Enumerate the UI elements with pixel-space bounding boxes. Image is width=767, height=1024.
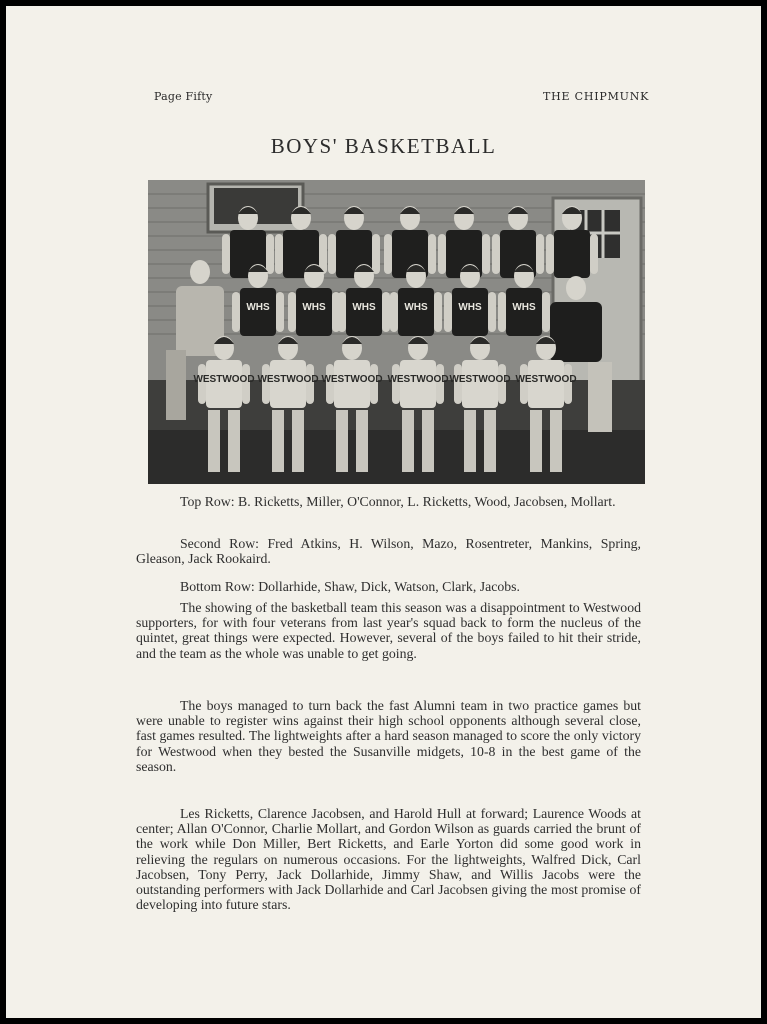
- player-leg: [550, 410, 562, 472]
- player-leg: [292, 410, 304, 472]
- caption-second-row-text: Second Row: Fred Atkins, H. Wilson, Mazo, Rosentreter, Mankins, Spring, Gleason, Jack Rookaird.: [136, 536, 641, 567]
- paragraph-text: Les Ricketts, Clarence Jacobsen, and Harold Hull at forward; Laurence Woods at center; Allan O'Connor, Charlie Mollart, and Gordon Wilson as guards carried the brunt of the work while Don Miller, Bert Ricketts, and Earle Yorton did some good work in relieving the regulars on numerous occasions. For the lightweights, Walfred Dick, Carl Jacobsen, Tony Perry, Jack Dollarhide, Jimmy Shaw, and Willis Jacobs were the outstanding performers with Jack Dollarhide and Carl Jacobsen giving the most promise of developing into future stars.: [136, 806, 641, 913]
- player-leg: [484, 410, 496, 472]
- publication-name: THE CHIPMUNK: [543, 90, 650, 103]
- jersey-lettering: WHS: [512, 302, 536, 313]
- jersey-lettering: WESTWOOD: [321, 374, 383, 385]
- player-leg: [356, 410, 368, 472]
- player-leg: [272, 410, 284, 472]
- player-leg: [530, 410, 542, 472]
- jersey-lettering: WHS: [302, 302, 326, 313]
- jersey-lettering: WHS: [458, 302, 482, 313]
- caption-second-row: [136, 536, 641, 566]
- player-leg: [228, 410, 240, 472]
- page-title: BOYS' BASKETBALL: [270, 134, 497, 158]
- player-leg: [422, 410, 434, 472]
- caption-top-row: [136, 494, 641, 509]
- jersey-lettering: WESTWOOD: [515, 374, 577, 385]
- caption-bottom-row: [136, 579, 641, 594]
- player-leg: [208, 410, 220, 472]
- player-leg: [336, 410, 348, 472]
- yearbook-page: [6, 6, 761, 1018]
- page-number: Page Fifty: [154, 90, 213, 103]
- jersey-lettering: WHS: [352, 302, 376, 313]
- jersey-lettering: WESTWOOD: [193, 374, 255, 385]
- caption-bottom-row-text: Bottom Row: Dollarhide, Shaw, Dick, Watson, Clark, Jacobs.: [180, 579, 520, 594]
- team-photo-image: [148, 180, 645, 484]
- team-photo: [148, 180, 645, 484]
- player-leg: [402, 410, 414, 472]
- caption-top-row-text: Top Row: B. Ricketts, Miller, O'Connor, L. Ricketts, Wood, Jacobsen, Mollart.: [180, 494, 616, 509]
- jersey-lettering: WESTWOOD: [387, 374, 449, 385]
- body-paragraph-2: [136, 698, 641, 774]
- paragraph-text: The boys managed to turn back the fast Alumni team in two practice games but were unable to register wins against their high school opponents although several close, fast games resulted. The lightweights after a hard season managed to score the only victory for Westwood when they bested the Susanville midgets, 10-8 in the best game of the season.: [136, 698, 641, 774]
- jersey-lettering: WHS: [404, 302, 428, 313]
- body-paragraph-1: [136, 600, 641, 661]
- body-paragraph-3: [136, 806, 641, 912]
- jersey-lettering: WESTWOOD: [449, 374, 511, 385]
- player-leg: [464, 410, 476, 472]
- jersey-lettering: WHS: [246, 302, 270, 313]
- paragraph-text: The showing of the basketball team this season was a disappointment to Westwood supporters, for with four veterans from last year's squad back to form the nucleus of the quintet, great things were expected. However, several of the boys failed to hit their stride, and the team as the whole was unable to get going.: [136, 600, 641, 661]
- jersey-lettering: WESTWOOD: [257, 374, 319, 385]
